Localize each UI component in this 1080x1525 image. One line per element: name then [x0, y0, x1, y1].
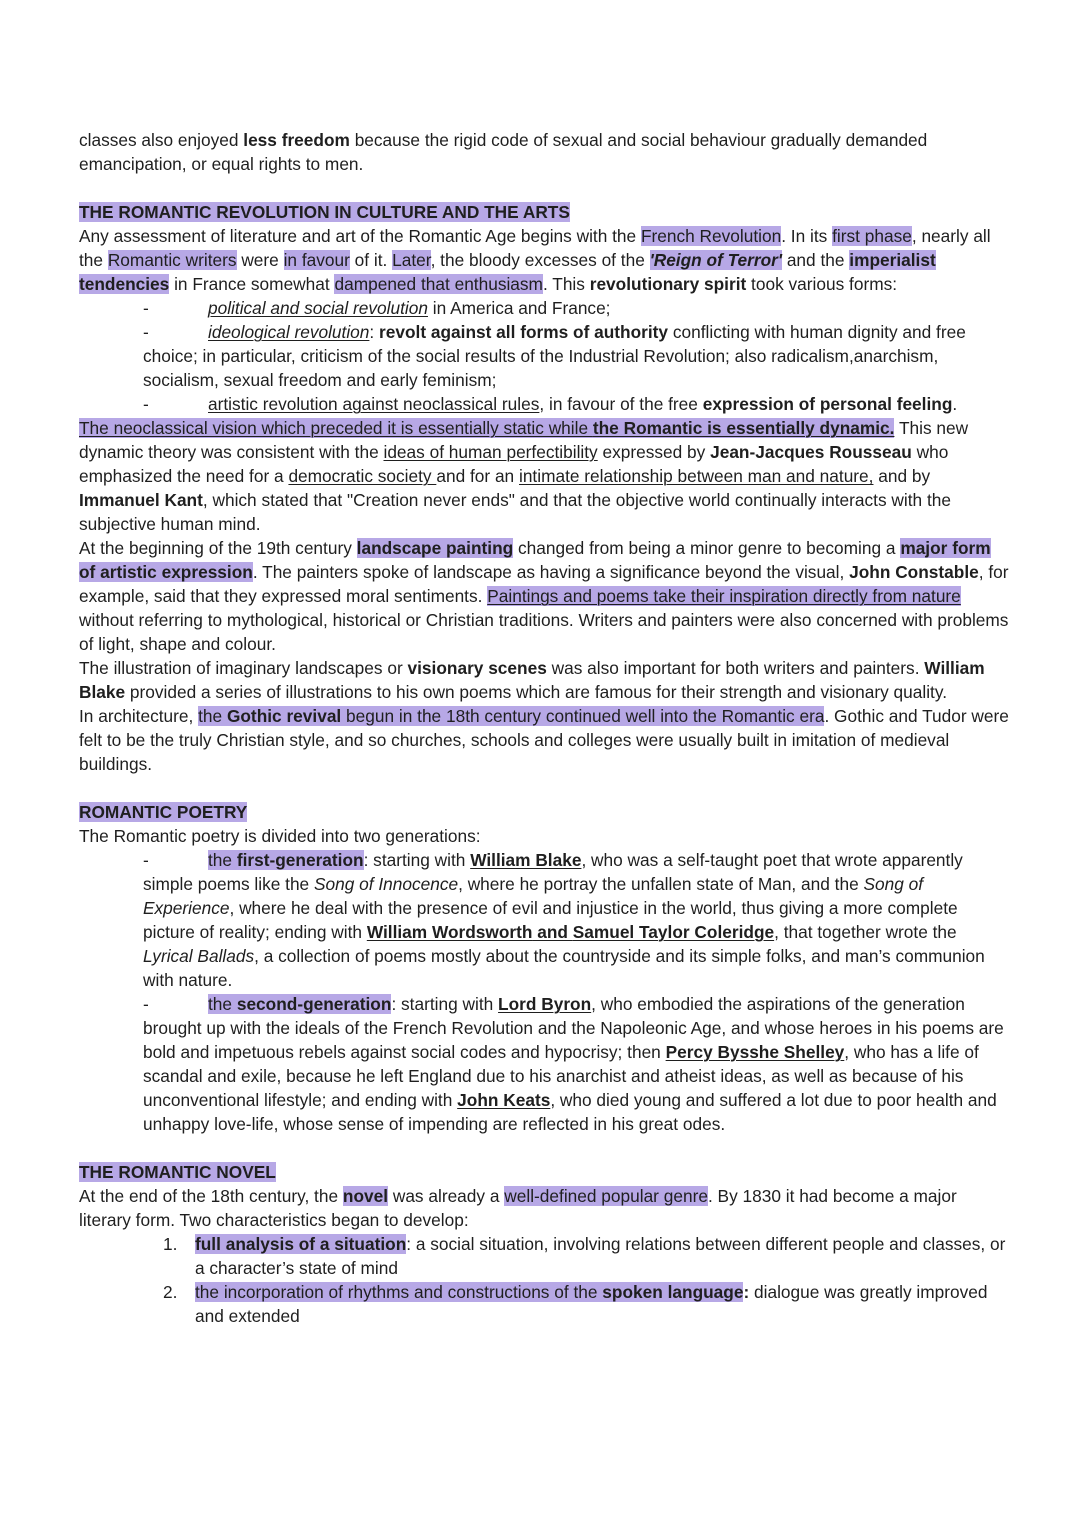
list-item: - ideological revolution: revolt against all forms of authority conflicting with human dignity and free choice; in particular, criticism of the social results of the Industrial Revolution; also radicalism,anarchism, socialism, sexual freedom and early feminism; — [143, 322, 966, 390]
document-page — [79, 128, 1009, 1328]
revolution-paragraph-3: At the beginning of the 19th century landscape painting changed from being a minor genre to becoming a major form of artistic expression. The painters spoke of landscape as having a significance beyond the visual, John Constable, for example, said that they expressed moral sentiments. Paintings and poems take their inspiration directly from nature without referring to mythological, historical or Christian traditions. Writers and painters were also concerned with problems of light, shape and colour. — [79, 538, 1009, 654]
poetry-intro: The Romantic poetry is divided into two generations: — [79, 826, 481, 846]
list-item: - the second-generation: starting with Lord Byron, who embodied the aspirations of the generation brought up with the ideals of the French Revolution and the Napoleonic Age, and whose heroes in his poems are bold and impetuous rebels against social codes and hypocrisy; then Percy Bysshe Shelley, who has a life of scandal and exile, because he left England due to his anarchist and atheist ideas, as well as because of his unconventional lifestyle; and ending with John Keats, who died young and suffered a lot due to poor health and unhappy love-life, whose sense of impending are reflected in his great odes. — [143, 994, 1004, 1134]
section-heading-novel: THE ROMANTIC NOVEL — [79, 1162, 276, 1182]
novel-paragraph: At the end of the 18th century, the novel was already a well-defined popular genre. By 1830 it had become a major literary form. Two characteristics began to develop: — [79, 1186, 957, 1230]
revolution-paragraph-2: The neoclassical vision which preceded it is essentially static while the Romantic is essentially dynamic. This new dynamic theory was consistent with the ideas of human perfectibility expressed by Jean-Jacques Rousseau who emphasized the need for a democratic society and for an intimate relationship between man and nature, and by Immanuel Kant, which stated that "Creation never ends" and that the objective world continually interacts with the subjective human mind. — [79, 418, 969, 534]
section-heading-revolution: THE ROMANTIC REVOLUTION IN CULTURE AND THE ARTS — [79, 202, 570, 222]
revolution-paragraph-1: Any assessment of literature and art of the Romantic Age begins with the French Revolution. In its first phase, nearly all the Romantic writers were in favour of it. Later, the bloody excesses of the 'Reign of Terror' and the imperialist tendencies in France somewhat dampened that enthusiasm. This revolutionary spirit took various forms: — [79, 226, 991, 294]
numbered-item: 1. full analysis of a situation: a social situation, involving relations between different people and classes, or a character’s state of mind — [163, 1234, 1006, 1278]
list-item: - political and social revolution in America and France; — [143, 298, 611, 318]
list-item: - artistic revolution against neoclassical rules, in favour of the free expression of personal feeling. — [143, 394, 958, 414]
revolution-paragraph-5: In architecture, the Gothic revival begun in the 18th century continued well into the Romantic era. Gothic and Tudor were felt to be the truly Christian style, and so churches, schools and colleges were usually built in imitation of medieval buildings. — [79, 706, 1009, 774]
section-heading-poetry: ROMANTIC POETRY — [79, 802, 248, 822]
numbered-item: 2. the incorporation of rhythms and constructions of the spoken language: dialogue was greatly improved and extended — [163, 1282, 988, 1326]
intro-paragraph: classes also enjoyed less freedom because the rigid code of sexual and social behaviour gradually demanded emancipation, or equal rights to men. — [79, 130, 928, 174]
revolution-paragraph-4: The illustration of imaginary landscapes or visionary scenes was also important for both writers and painters. William Blake provided a series of illustrations to his own poems which are famous for their strength and visionary quality. — [79, 658, 985, 702]
list-item: - the first-generation: starting with William Blake, who was a self-taught poet that wrote apparently simple poems like the Song of Innocence, where he portray the unfallen state of Man, and the Song of Experience, where he deal with the presence of evil and injustice in the world, thus giving a more complete picture of reality; ending with William Wordsworth and Samuel Taylor Coleridge, that together wrote the Lyrical Ballads, a collection of poems mostly about the countryside and its simple folks, and man’s communion with nature. — [143, 850, 985, 990]
